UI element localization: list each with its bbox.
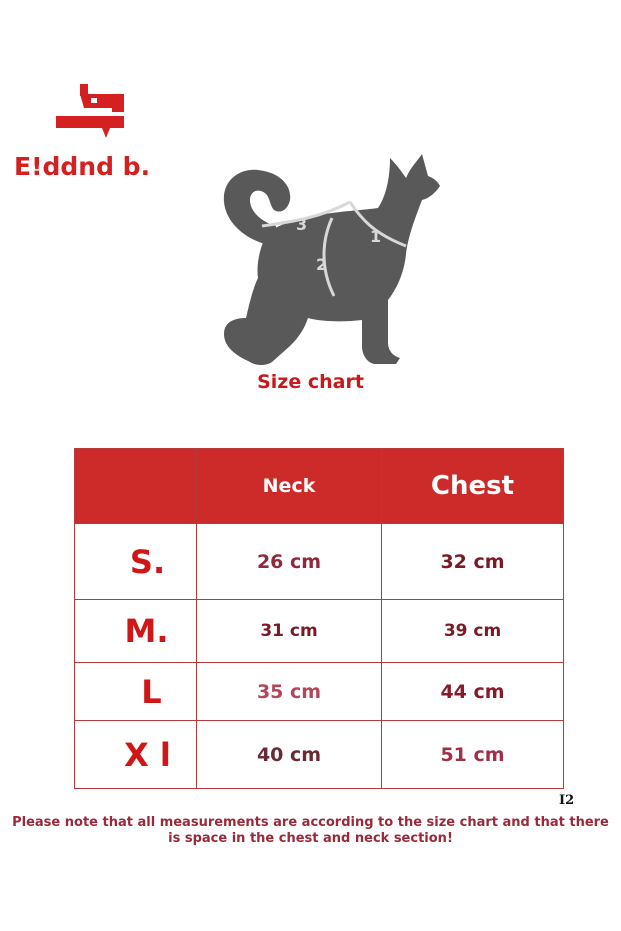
size-label: M. [124,612,169,650]
table-row [75,721,564,789]
neck-value: 35 cm [197,663,382,721]
size-chart-title: Size chart [257,371,364,393]
header-chest: Chest [382,449,564,524]
marker-1: 1 [370,227,382,246]
chest-value: 44 cm [382,663,564,721]
neck-value: 26 cm [197,524,382,600]
header-size [75,449,197,524]
chest-value: 51 cm [382,721,564,789]
neck-value: 40 cm [197,721,382,789]
chest-value: 32 cm [382,524,564,600]
size-label: S. [129,542,166,581]
table-row [75,663,564,721]
marker-2: 2 [316,255,328,274]
brand-name: E!ddnd b. [14,152,151,181]
chest-value: 39 cm [382,600,564,663]
table-row [75,524,564,600]
size-table [74,448,564,789]
size-label: X l [124,735,171,774]
neck-value: 31 cm [197,600,382,663]
header-neck: Neck [197,449,382,524]
dog-silhouette-icon [210,150,450,370]
table-header-row [75,449,564,524]
table-row [75,600,564,663]
size-label: L [141,672,162,711]
marker-3: 3 [296,215,308,234]
footnote: Please note that all measurements are according to the size chart and that there is space in the chest and neck section! [12,815,609,846]
dog-head-logo-icon [54,82,126,142]
page-number: I2 [559,793,575,808]
